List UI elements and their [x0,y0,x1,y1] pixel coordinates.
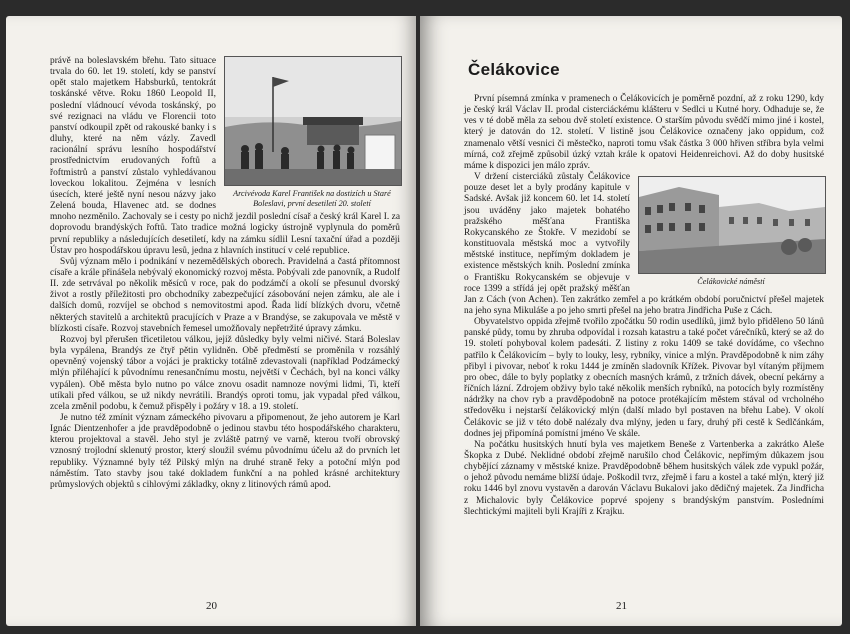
horse-race-photo-image [225,57,401,185]
left-paragraph-1: právě na boleslavském břehu. Tato situace trvala do 60. let 19. století, kdy se panství opět stalo majetkem Habsburků, tentokrát toskánské větve. Roku 1860 Leopold II, poslední vládnoucí vévoda toskánský, po své rezignaci na vládu ve Florencii toto panství odkoupil zpět od rakouské banky i s dluhy, které na něm vázly. Zavedl racionální správu lesního hospodářství prostřednictvím erudovaných řoftů a řoftmistrů a panství zůstalo vyhledávanou loveckou lokalitou. Zejména v lesních úsecích, které ještě nyní nesou názvy jako Zelená bouda, Hlavenec atd. se dodnes mnoho nezměnilo. Zachovaly se i cesty po nichž jezdil poslední císař a český král Karel I. za doprovodu brandýských řoftů. Tato tradice možná logicky ústrojně vyplynula do poměrů první republiky a následujících desetiletí, kdy na zámku sídlil Lesní taxační úřad a později Ústav pro hospodářskou úpravu lesů, jedna z hlavních institucí v celé republice. [50,56,400,256]
horse-race-photo-caption: Arcivévoda Karel František na dostizích u Staré Boleslavi, první desetiletí 20. století [233,189,391,208]
right-paragraph-1: První písemná zmínka v pramenech o Čelákovicích je poměrně pozdní, až z roku 1290, kdy je český král Václav II. prodal cisterciáckému klášteru v Sedlci u Kutné hory. Odhaduje se, že ves v té době měla za sebou dvě století existence. O starším původu svědčí mimo jiné i kostel, který je datován do 12. století. V listině jsou Čelákovice označeny jako oppidum, což znamenalo větší vesnici či městečko, naproti tomu však částka 3 000 hřiven stříbra byla velmi mírná, což zřejmě způsobil úzký vztah krále k opatovi Heidenreichovi. Až do doby husitské máme k dispozici jen málo zpráv. [464,94,824,171]
town-square-photo-caption: Čelákovické náměstí [697,277,765,287]
horse-race-photo [224,56,402,186]
left-figure [224,56,400,208]
town-square-photo-image [639,177,825,273]
right-page-text [464,94,824,518]
town-square-photo [638,176,826,274]
left-page-text [50,56,400,491]
right-paragraph-2: V držení cisterciáků zůstaly Čelákovice pouze deset let a byly prodány kapitule v Sadské. Avšak již koncem 60. let 14. století jsou uváděny jako majetek bohatého pražského měšťana Františka Rokycanského ze Štokře. V mezidobí se konstituovala městská moc a vytvořily městské instituce, nepřímým dokladem je existence městských knih. Poslední zmínka o Františku Rokycanském se objevuje v roce 1399 a střídá jej opět pražský měšťan Jan z Cách (von Achen). Ten zakrátko zemřel a po krátkém období poručnictví přešel majetek na jeho syna Mikuláše a po jeho smrti přešel na jeho bratra Jindřicha Puše z Cách. [464,172,824,316]
left-paragraph-2: Svůj význam mělo i podnikání v nezemědělských oborech. Pravidelná a častá přítomnost císaře a krále přinášela nebývalý ekonomický rozvoj města. Pobývali zde panovník, a Rudolf II. zde setrvával po několik měsíců v roce, pak do podzámčí a okolí se přesunul dvorský život a rostly příležitosti pro obchodníky zabezpečující zásobování nejen zámku, ale ale i dalších domů, rozvíjel se obchod s nemovitostmi apod. Řada lidí blízkých dvoru, včetně některých stavitelů a architektů pracujících v Praze a v Brandýse, se zakupovala ve městě v blízkosti císaře. Rozvoj stavebních řemesel umožňovaly nepřetržité úpravy zámku. [50,256,400,334]
left-page-number: 20 [206,600,217,612]
right-page [420,16,842,626]
left-paragraph-3: Rozvoj byl přerušen třicetiletou válkou, jejíž důsledky byly velmi ničivé. Stará Boleslav byla vypálena, Brandýs ze čtyř pětin vylidněn. Obě předměstí se proměnila v rozsáhlý opevněný vojenský tábor a vojáci je prakticky totálně zdevastovali (například Podzámecký mlýn přiléhající k původnímu renesančnímu mostu, největší v Čechách, byl na konci války vypálen). Obě města bylo nutno po válce znovu osadit namnoze novými lidmi, Ti, kteří utíkali před válkou, se už nikdy nevrátili. Brandýs oproti tomu, jak vypadal před válkou, zcela změnil podobu, k čemuž přispěly i požáry v 18. a 19. století. [50,334,400,412]
right-figure [638,176,824,287]
right-page-number: 21 [616,600,627,612]
left-page [6,16,416,626]
chapter-title: Čelákovice [468,60,560,79]
right-paragraph-3: Obyvatelstvo oppida zřejmě tvořilo zpočátku 50 rodin usedlíků, jimž bylo přiděleno 50 lánů panské půdy, tomu by zhruba odpovídal i rozsah katastru a také počet várečníků, který se až do 19. století pohyboval kolem padesáti. Z listiny z roku 1409 se také dovídáme, co všechno patřilo k Čelákovicím – byly to louky, lesy, rybníky, vinice a mlýn. Pravděpodobně k nim záhy přibyl i pivovar, neboť k roku 1444 je zmíněn sladovník Křížek. Pivovar byl vítaným příjmem pro obec, dále to byly poplatky z obecních masných krámů, z tržních dávek, obecní pekárny a říčních lázní. Zdrojem obživy bylo také několik menších rybníků, na potocích byly rozmístěny nádržky na chov ryb a pravděpodobně na potoce protékajícím městem stával od vrcholného středověku i nejstarší čelákovický mlýn (další mlado byl postaven na břehu Labe). V okolí Čelákovic se již v této době nalézaly dva mlýny, jeden u fary, druhý při cestě k Sedlčánkám, dodnes jej připomíná pomístní jméno Ve skále. [464,317,824,439]
right-paragraph-4: Na počátku husitských hnutí byla ves majetkem Beneše z Vartenberka a zakrátko Aleše Škopka z Dubé. Neklidné období zřejmě narušilo chod Čelákovic, nepřímým důkazem jsou chybějící záznamy v městské knize. Pravděpodobně během husitských válek zde vypukl požár, o jehož původu nemáme bližší údaje. Poškodil tvrz, zřejmě i faru a kostel a také mlýn, který již roku 1446 byl znovu vystavěn a darován Václavu Bukalovi jako dědičný majetek. Za Jindřicha z Michalovic byly Čelákovice poprvé spojeny s brandýským panstvím. Posledními šlechtickými majiteli byli Krajíři z Krajku. [464,439,824,517]
left-paragraph-4: Je nutno též zmínit význam zámeckého pivovaru a připomenout, že jeho autorem je Karl Ignác Dientzenhofer a jde pravděpodobně o jedinou stavbu této hospodářského charakteru, kterou projektoval a stavěl. Jeho styl je zvláště patrný ve varně, kterou tvoří obrovský vznosný trojlodní sklenutý prostor, který sloužil svému původnímu účelu až do prvních let republiky. Významné byly též Pilský mlýn na druhé straně řeky a potoční mlýn pod náměstím. Tato stavby jsou také dokladem funkční a na pohled krásné architektury průmyslových objektů s cihlovými základky, okny z litinových rámů apod. [50,413,400,490]
